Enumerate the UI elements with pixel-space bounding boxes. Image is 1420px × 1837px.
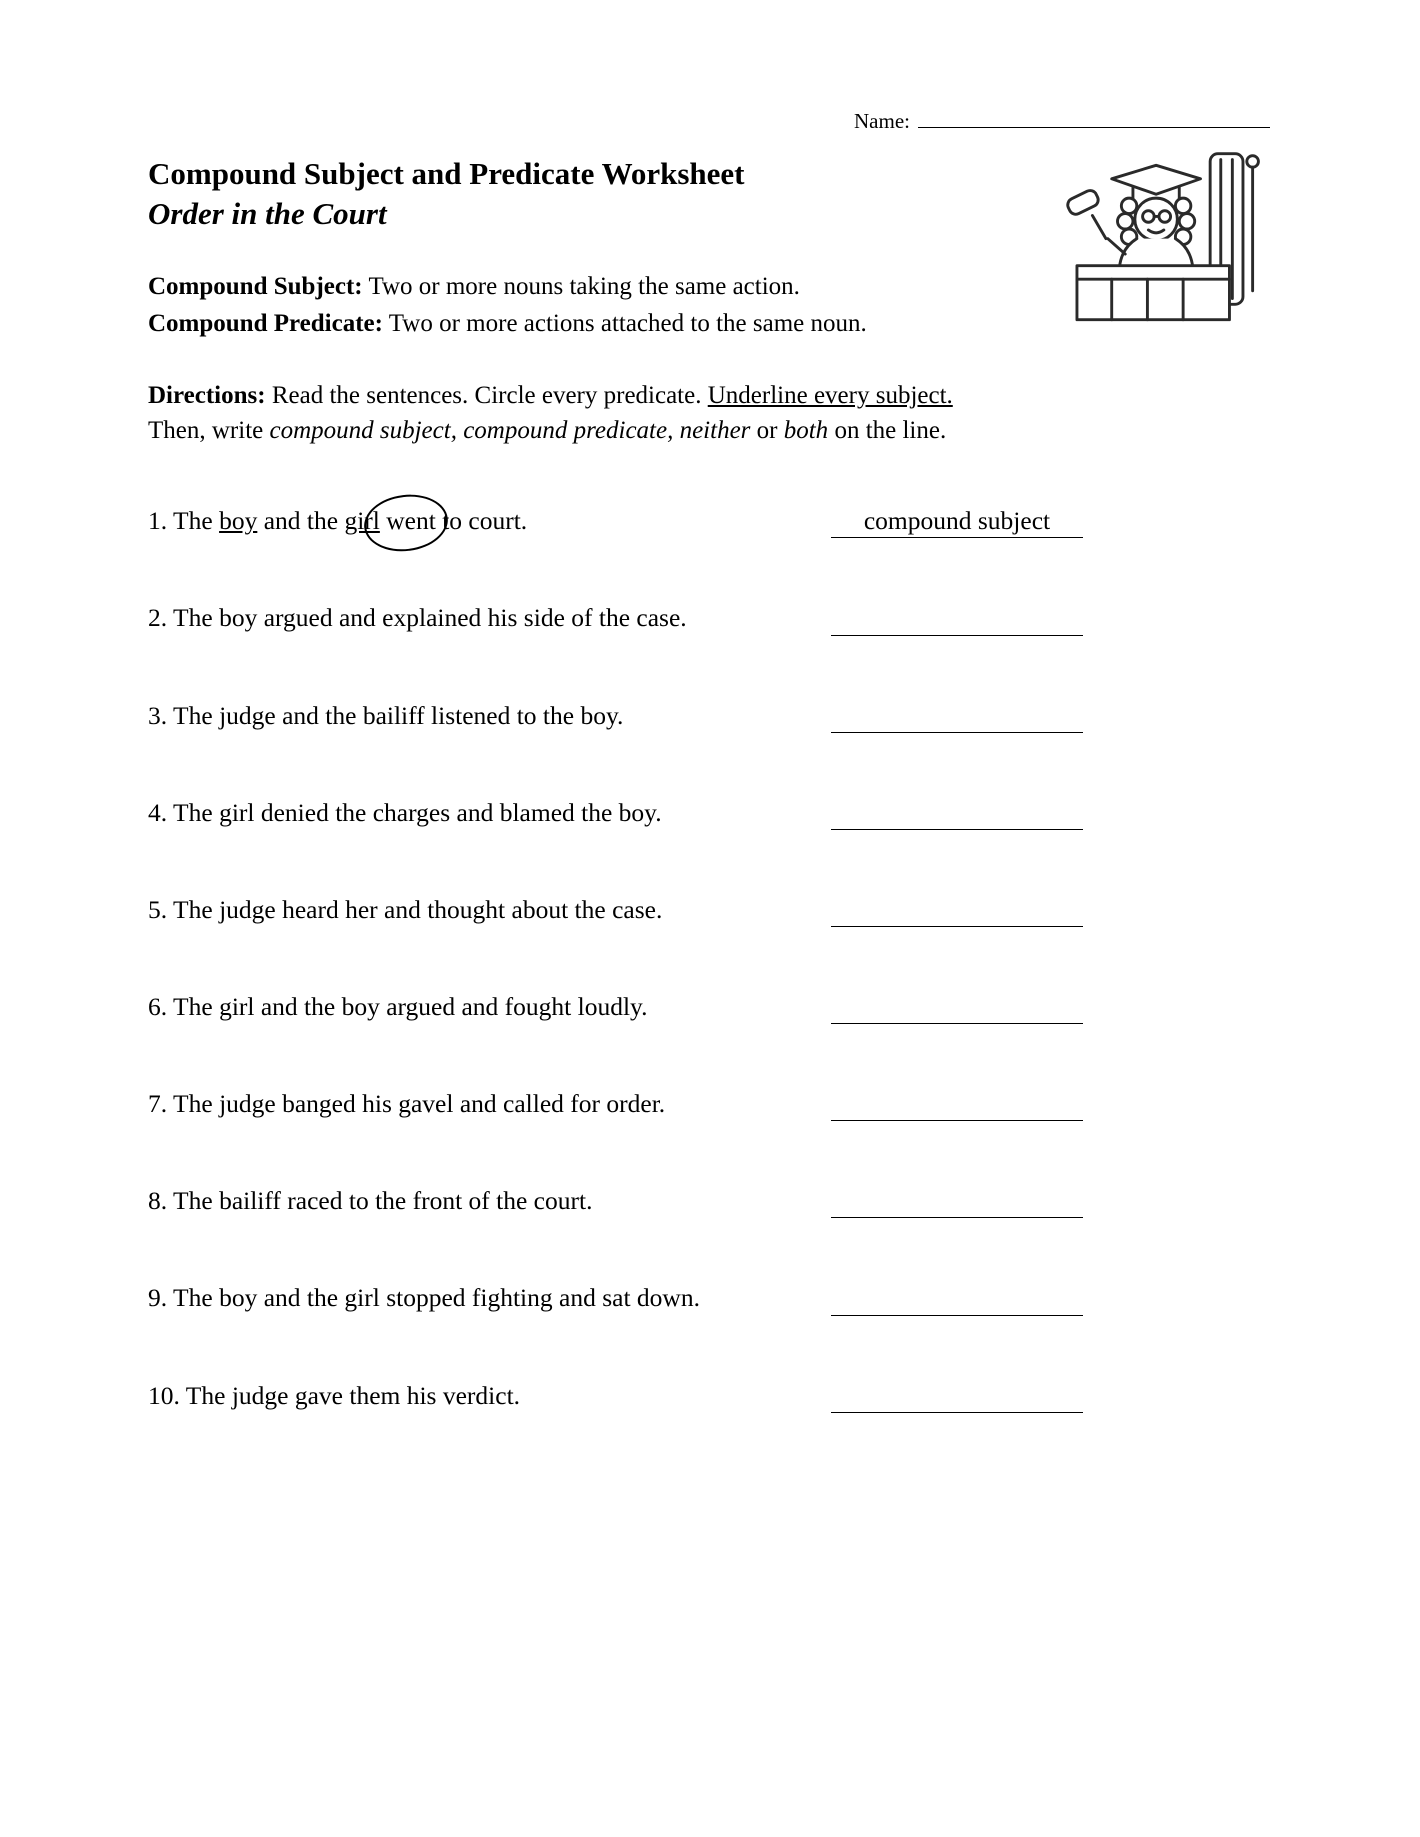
sentence-row [148, 1087, 1083, 1121]
answer-blank[interactable] [831, 504, 1083, 538]
answer-text [954, 1089, 960, 1118]
header-text [148, 156, 867, 344]
directions-conjunction: or [756, 417, 778, 445]
sentence-number: 7. [148, 1089, 174, 1119]
sentence-row [148, 504, 1083, 538]
worksheet-subtitle: Order in the Court [148, 195, 387, 231]
sentence-text [148, 1281, 720, 1314]
sentence-number: 8. [148, 1186, 174, 1216]
answer-blank[interactable] [831, 1087, 1083, 1121]
sentence-text [148, 1087, 685, 1120]
underlined-word: boy [219, 506, 258, 536]
sentence-row [148, 796, 1083, 830]
definition-term: Compound Predicate: [148, 309, 383, 337]
sentence-row [148, 1379, 1083, 1413]
sentence-row [148, 990, 1083, 1024]
sentence-segment: and the [257, 506, 345, 536]
directions-part-1: Read the sentences. Circle every predicate. [271, 382, 702, 410]
directions-label: Directions: [148, 382, 266, 410]
sentence-text [148, 504, 547, 537]
sentence-list [148, 504, 1270, 1412]
directions [148, 378, 1128, 448]
sentence-row [148, 601, 1083, 635]
directions-part-3: on the line. [834, 417, 947, 445]
answer-blank[interactable] [831, 990, 1083, 1024]
header [148, 156, 1270, 344]
answer-blank[interactable] [831, 893, 1083, 927]
sentence-number: 6. [148, 992, 174, 1022]
answer-text [954, 1283, 960, 1312]
sentence-number: 3. [148, 700, 174, 730]
sentence-number: 4. [148, 797, 174, 827]
answer-text [954, 798, 960, 827]
answer-blank[interactable] [831, 699, 1083, 733]
judge-clipart-image [1048, 146, 1270, 339]
underlined-word: girl [344, 506, 380, 536]
answer-text [954, 701, 960, 730]
sentence-text [148, 1184, 612, 1217]
sentence-segment: The judge heard her and thought about the case. [173, 894, 663, 924]
answer-blank[interactable] [831, 1281, 1083, 1315]
sentence-text [148, 990, 668, 1023]
answer-blank[interactable] [831, 1184, 1083, 1218]
answer-text [954, 1381, 960, 1410]
definition-compound-predicate [148, 308, 867, 341]
definitions-block [148, 271, 867, 340]
sentence-segment: The boy and the girl stopped fighting and sat down. [173, 1283, 700, 1313]
sentence-number: 1. [148, 506, 174, 536]
answer-text [954, 1186, 960, 1215]
answer-text: compound subject [863, 506, 1051, 536]
answer-text [954, 992, 960, 1021]
sentence-segment: The boy argued and explained his side of the case. [173, 603, 687, 633]
sentence-segment: The bailiff raced to the front of the court. [173, 1186, 593, 1216]
worksheet-title: Compound Subject and Predicate Worksheet [148, 156, 745, 192]
answer-text [954, 895, 960, 924]
sentence-segment: The [173, 506, 220, 536]
answer-text [954, 603, 960, 632]
sentence-segment: The girl and the boy argued and fought loudly. [173, 992, 648, 1022]
answer-blank[interactable] [831, 796, 1083, 830]
sentence-number: 5. [148, 894, 174, 924]
answer-blank[interactable] [831, 1379, 1083, 1413]
sentence-number: 10. [148, 1380, 186, 1410]
directions-underlined: Underline every subject. [707, 382, 953, 410]
name-label: Name: [854, 109, 910, 134]
answer-blank[interactable] [831, 601, 1083, 635]
name-row [148, 106, 1270, 134]
definition-term: Compound Subject: [148, 273, 363, 301]
sentence-segment: to court. [435, 506, 528, 536]
sentence-text [148, 796, 682, 829]
name-blank-line[interactable] [918, 106, 1270, 128]
sentence-row [148, 699, 1083, 733]
sentence-row [148, 1281, 1083, 1315]
sentence-segment: The judge gave them his verdict. [185, 1380, 521, 1410]
sentence-number: 9. [148, 1283, 174, 1313]
directions-italic-1: compound subject, compound predicate, neither [269, 417, 751, 445]
sentence-segment: The girl denied the charges and blamed the boy. [173, 797, 662, 827]
sentence-number: 2. [148, 603, 174, 633]
sentence-row [148, 1184, 1083, 1218]
sentence-text [148, 893, 682, 926]
sentence-segment: The judge and the bailiff listened to the boy. [173, 700, 624, 730]
sentence-text [148, 699, 643, 732]
sentence-text [148, 1379, 540, 1412]
circled-word: went [386, 504, 436, 537]
judge-gavel-icon [1048, 146, 1270, 339]
definition-text: Two or more nouns taking the same action. [368, 273, 800, 301]
sentence-segment: The judge banged his gavel and called for order. [173, 1089, 666, 1119]
definition-text: Two or more actions attached to the same noun. [388, 309, 867, 337]
directions-italic-2: both [783, 417, 829, 445]
sentence-row [148, 893, 1083, 927]
directions-part-2: Then, write [148, 417, 264, 445]
sentence-text [148, 601, 707, 634]
definition-compound-subject [148, 271, 867, 304]
